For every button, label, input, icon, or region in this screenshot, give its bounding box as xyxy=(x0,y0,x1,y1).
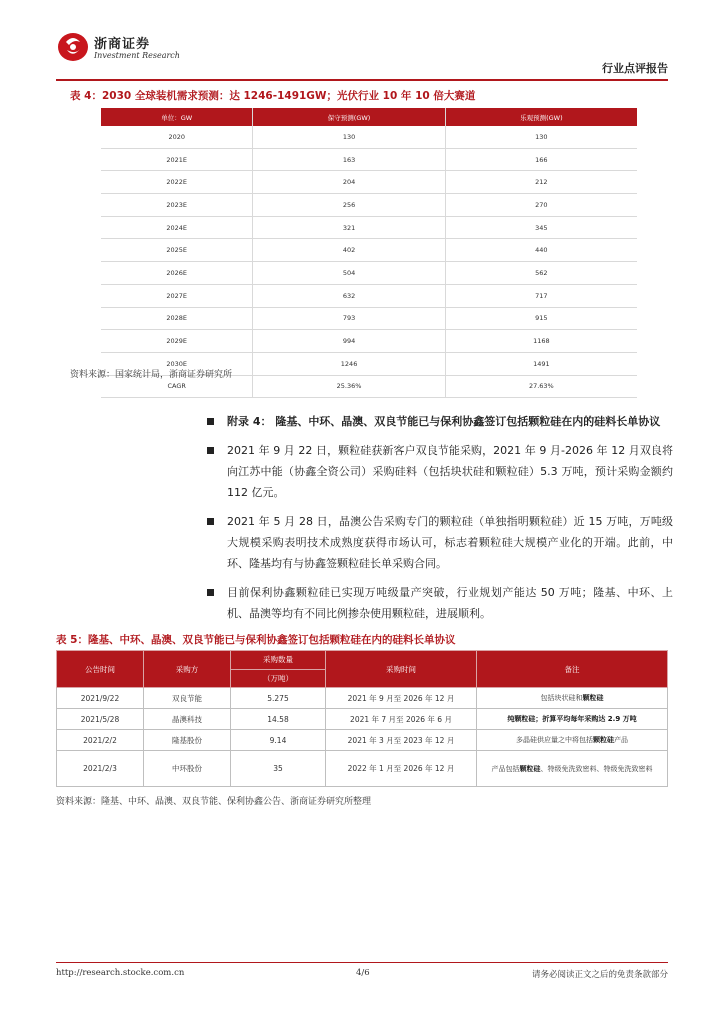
header-divider xyxy=(56,79,668,81)
table4-cell-conservative: 1246 xyxy=(253,352,445,375)
table-row xyxy=(57,709,668,730)
table4-cell-year: 2028E xyxy=(101,307,253,330)
report-type: 行业点评报告 xyxy=(602,62,668,75)
table5-title: 表 5：隆基、中环、晶澳、双良节能已与保利协鑫签订包括颗粒硅在内的硅料长单协议 xyxy=(56,634,456,646)
table4-cell-year: 2030E xyxy=(101,352,253,375)
table4-cell-year: CAGR xyxy=(101,375,253,398)
table4-cell-year: 2022E xyxy=(101,171,253,194)
table4-col-conservative: 保守预测(GW) xyxy=(253,108,445,126)
table4-cell-optimistic: 717 xyxy=(445,284,637,307)
bullet-text: 目前保利协鑫颗粒硅已实现万吨级量产突破，行业规划产能达 50 万吨；隆基、中环、上机、晶澳等均有不同比例掺杂使用颗粒硅，进展顺利。 xyxy=(227,586,673,620)
table5-col-period: 采购时间 xyxy=(326,651,477,688)
table-row xyxy=(57,730,668,751)
table5-col-note: 备注 xyxy=(477,651,668,688)
table5 xyxy=(56,650,668,787)
note-post: 产品 xyxy=(614,736,628,744)
table-row xyxy=(101,330,637,353)
table5-cell-note xyxy=(477,751,668,787)
table4-cell-conservative: 504 xyxy=(253,262,445,285)
table5-source: 资料来源：隆基、中环、晶澳、双良节能、保利协鑫公告、浙商证券研究所整理 xyxy=(56,797,372,807)
note-pre: 产品包括 xyxy=(491,764,520,773)
table5-cell-buyer: 隆基股份 xyxy=(144,730,231,751)
table4-cell-optimistic: 440 xyxy=(445,239,637,262)
table4-cell-year: 2020 xyxy=(101,126,253,148)
note-post: 、特级免洗致密料、特级免洗致密料 xyxy=(540,764,653,773)
table4-cell-year: 2021E xyxy=(101,148,253,171)
table4-cell-optimistic: 27.63% xyxy=(445,375,637,398)
table4-cell-optimistic: 915 xyxy=(445,307,637,330)
note-pre: 多晶硅供应量之中将包括 xyxy=(516,736,593,744)
logo-chinese-name: 浙商证券 xyxy=(94,37,151,52)
bullet-square-icon xyxy=(207,518,214,525)
table4-col-unit: 单位：GW xyxy=(101,108,253,126)
table-row xyxy=(101,194,637,217)
table4 xyxy=(101,108,637,398)
table4-cell-conservative: 632 xyxy=(253,284,445,307)
list-item xyxy=(207,511,673,574)
footer-disclaimer: 请务必阅读正文之后的免责条款部分 xyxy=(531,970,668,980)
table-row xyxy=(101,171,637,194)
table5-cell-note xyxy=(477,709,668,730)
table-row xyxy=(57,751,668,787)
table5-cell-date: 2021/9/22 xyxy=(57,688,144,709)
table5-cell-note xyxy=(477,730,668,751)
table4-source: 资料来源：国家统计局，浙商证券研究所 xyxy=(70,370,233,380)
table5-cell-qty: 5.275 xyxy=(231,688,326,709)
table4-cell-optimistic: 345 xyxy=(445,216,637,239)
table-row xyxy=(57,688,668,709)
page-number: 4/6 xyxy=(356,968,370,978)
table5-cell-qty: 35 xyxy=(231,751,326,787)
table4-cell-optimistic: 270 xyxy=(445,194,637,217)
table5-cell-period: 2021 年 9 月至 2026 年 12 月 xyxy=(326,688,477,709)
logo-mark-icon xyxy=(56,30,90,64)
table5-cell-period: 2022 年 1 月至 2026 年 12 月 xyxy=(326,751,477,787)
list-item xyxy=(207,582,673,624)
table5-cell-period: 2021 年 7 月至 2026 年 6 月 xyxy=(326,709,477,730)
note-bold: 颗粒硅 xyxy=(582,694,604,702)
table-row xyxy=(101,126,637,148)
bullet-square-icon xyxy=(207,589,214,596)
table5-col-qty-unit: （万吨） xyxy=(231,669,326,688)
table5-cell-qty: 9.14 xyxy=(231,730,326,751)
table4-cell-conservative: 994 xyxy=(253,330,445,353)
list-item xyxy=(207,411,673,432)
table5-cell-note xyxy=(477,688,668,709)
table5-col-buyer: 采购方 xyxy=(144,651,231,688)
note-pre: 包括块状硅和 xyxy=(540,694,583,702)
table4-cell-optimistic: 212 xyxy=(445,171,637,194)
table4-cell-conservative: 130 xyxy=(253,126,445,148)
table-row xyxy=(101,216,637,239)
table5-cell-period: 2021 年 3 月至 2023 年 12 月 xyxy=(326,730,477,751)
table4-cell-conservative: 256 xyxy=(253,194,445,217)
table4-cell-conservative: 793 xyxy=(253,307,445,330)
logo-english-name: Investment Research xyxy=(94,51,180,60)
table5-cell-date: 2021/2/3 xyxy=(57,751,144,787)
table5-col-qty: 采购数量 xyxy=(231,651,326,670)
table4-cell-conservative: 163 xyxy=(253,148,445,171)
table4-col-optimistic: 乐观预测(GW) xyxy=(445,108,637,126)
note-bold: 颗粒硅 xyxy=(519,764,541,773)
table4-cell-conservative: 25.36% xyxy=(253,375,445,398)
table5-cell-date: 2021/2/2 xyxy=(57,730,144,751)
company-logo xyxy=(56,30,180,70)
table5-cell-buyer: 晶澳科技 xyxy=(144,709,231,730)
table4-cell-optimistic: 562 xyxy=(445,262,637,285)
appendix-bullet-list xyxy=(207,411,673,632)
note-bold: 纯颗粒硅；折算平均每年采购达 2.9 万吨 xyxy=(507,715,637,723)
table4-cell-optimistic: 130 xyxy=(445,126,637,148)
table-row xyxy=(101,262,637,285)
table4-cell-optimistic: 166 xyxy=(445,148,637,171)
bullet-text: 2021 年 9 月 22 日，颗粒硅获新客户双良节能采购，2021 年 9 月-2026 年 12 月双良将向江苏中能（协鑫全资公司）采购硅料（包括块状硅和颗粒硅）5.3 万吨，预计采购金额约 112 亿元。 xyxy=(227,444,673,499)
table4-cell-year: 2029E xyxy=(101,330,253,353)
table4-cell-year: 2027E xyxy=(101,284,253,307)
table5-cell-date: 2021/5/28 xyxy=(57,709,144,730)
table5-cell-buyer: 双良节能 xyxy=(144,688,231,709)
table4-cell-conservative: 321 xyxy=(253,216,445,239)
table4-cell-conservative: 204 xyxy=(253,171,445,194)
table4-cell-year: 2026E xyxy=(101,262,253,285)
list-item xyxy=(207,440,673,503)
table4-cell-year: 2024E xyxy=(101,216,253,239)
table4-cell-conservative: 402 xyxy=(253,239,445,262)
footer-url[interactable]: http://research.stocke.com.cn xyxy=(56,968,185,978)
table-row xyxy=(101,284,637,307)
table4-header-row xyxy=(101,108,637,126)
table-row xyxy=(101,148,637,171)
note-bold: 颗粒硅 xyxy=(593,736,614,744)
table4-cell-optimistic: 1491 xyxy=(445,352,637,375)
table4-title: 表 4：2030 全球装机需求预测：达 1246-1491GW；光伏行业 10 年 10 倍大赛道 xyxy=(70,90,476,102)
footer-divider xyxy=(56,962,668,963)
bullet-square-icon xyxy=(207,418,214,425)
table5-col-date: 公告时间 xyxy=(57,651,144,688)
table5-cell-qty: 14.58 xyxy=(231,709,326,730)
table-row xyxy=(101,239,637,262)
table4-cell-year: 2025E xyxy=(101,239,253,262)
bullet-text: 2021 年 5 月 28 日，晶澳公告采购专门的颗粒硅（单独指明颗粒硅）近 15 万吨，万吨级大规模采购表明技术成熟度获得市场认可，标志着颗粒硅大规模产业化的开端。此前，中环、隆基均有与协鑫签颗粒硅长单采购合同。 xyxy=(227,515,673,570)
table-row xyxy=(101,307,637,330)
bullet-square-icon xyxy=(207,447,214,454)
table4-cell-optimistic: 1168 xyxy=(445,330,637,353)
table5-cell-buyer: 中环股份 xyxy=(144,751,231,787)
bullet-text: 附录 4： 隆基、中环、晶澳、双良节能已与保利协鑫签订包括颗粒硅在内的硅料长单协议 xyxy=(227,415,661,428)
table4-cell-year: 2023E xyxy=(101,194,253,217)
